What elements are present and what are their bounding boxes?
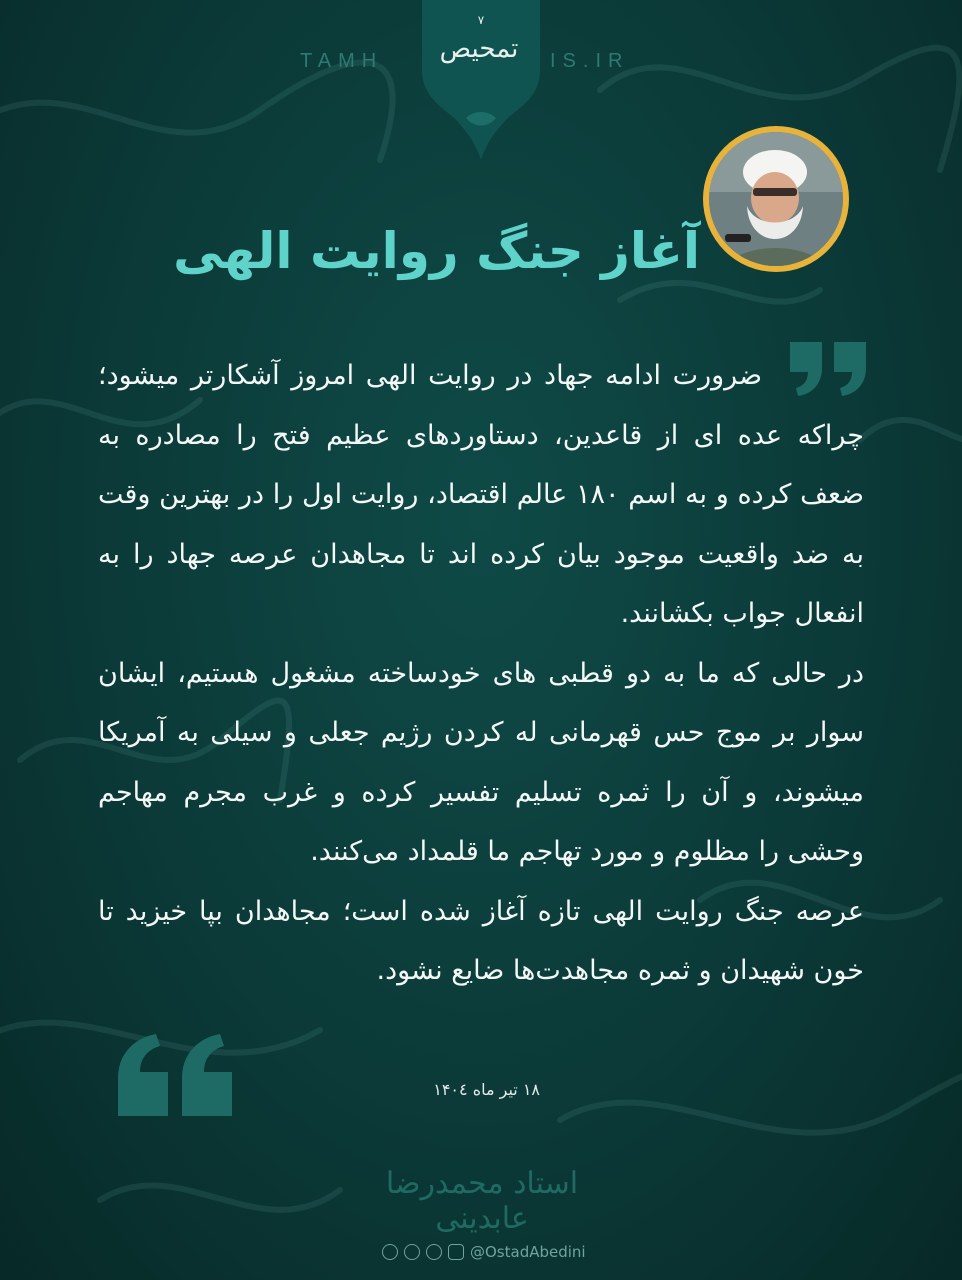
- svg-text:٧: ٧: [477, 13, 485, 27]
- avatar: [703, 126, 849, 272]
- social-bar: [382, 1240, 592, 1264]
- date-label: ۱۸ تیر ماه ۱۴۰٤: [433, 1080, 540, 1099]
- site-url-right: IS.IR: [550, 50, 630, 72]
- eitaa-icon: [382, 1244, 398, 1260]
- paragraph-1: ضرورت ادامه جهاد در روایت الهی امروز آشکارتر میشود؛ چراکه عده ای از قاعدین، دستاوردهای عظیم فتح را مصادره به ضعف کرده و به اسم ۱۸۰ عالم اقتصاد، روایت اول را در بهترین وقت به ضد واقعیت موجود بیان کرده اند تا مجاهدان عرصه جهاد را به انفعال جواب بکشانند.: [98, 360, 865, 629]
- bale-icon: [404, 1244, 420, 1260]
- telegram-icon: [426, 1244, 442, 1260]
- top-logo-badge: [414, 0, 548, 160]
- speaker-portrait: [709, 132, 843, 266]
- signature-logo: استاد محمدرضا عابدینی: [385, 1166, 579, 1236]
- page-title: آغاز جنگ روایت الهی: [173, 222, 700, 280]
- quote-close-icon: [112, 1030, 236, 1120]
- tamhis-logo: تمحیص: [439, 34, 519, 64]
- quote-body: [98, 346, 864, 1001]
- paragraph-3: عرصه جنگ روایت الهی تازه آغاز شده است؛ مجاهدان بپا خیزید تا خون شهیدان و ثمره مجاهدت‌ها ضایع نشود.: [98, 895, 864, 986]
- site-url-left: TAMH: [300, 50, 384, 72]
- social-handle[interactable]: @OstadAbedini: [470, 1243, 586, 1261]
- instagram-icon: [448, 1244, 464, 1260]
- paragraph-2: در حالی که ما به دو قطبی های خودساخته مشغول هستیم، ایشان سوار بر موج حس قهرمانی له کردن رژیم جعلی و سیلی به آمریکا میشوند، و آن را ثمره تسلیم تفسیر کرده و غرب مجرم مهاجم وحشی را مظلوم و مورد تهاجم ما قلمداد می‌کنند.: [98, 657, 864, 867]
